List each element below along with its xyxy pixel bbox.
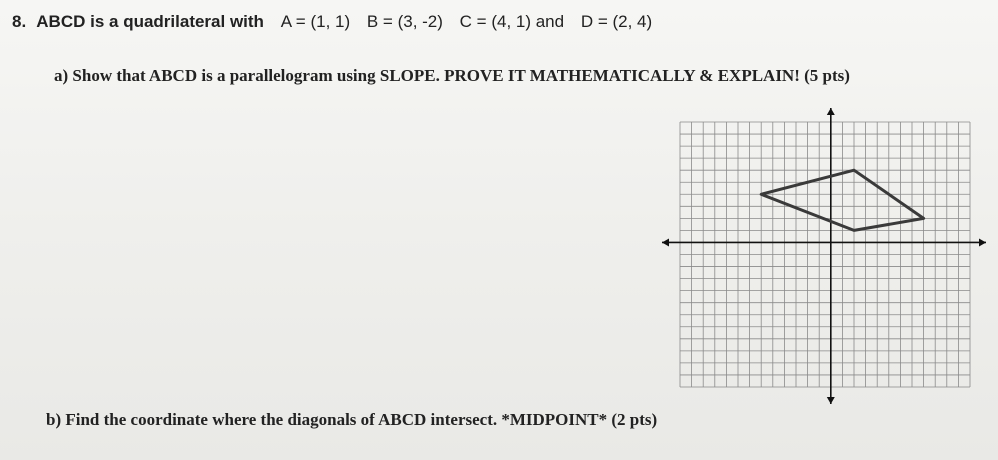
question-header [12, 12, 652, 32]
question-number: 8. [12, 12, 27, 31]
coordinate-grid [660, 104, 990, 414]
coordinate-plane [660, 104, 990, 409]
x-axis-arrow-left [662, 238, 669, 246]
point-a: A = (1, 1) [280, 12, 351, 31]
part-a-prompt: a) Show that ABCD is a parallelogram using SLOPE. PROVE IT MATHEMATICALLY & EXPLAIN! (5 pts) [54, 66, 850, 85]
point-b: B = (3, -2) [366, 12, 443, 31]
question-intro: ABCD is a quadrilateral with [36, 12, 264, 31]
y-axis-arrow-down [827, 397, 835, 404]
y-axis-arrow-up [827, 108, 835, 115]
point-d: D = (2, 4) [580, 12, 653, 31]
part-b-prompt: b) Find the coordinate where the diagonals of ABCD intersect. *MIDPOINT* (2 pts) [46, 410, 658, 429]
axes [662, 108, 986, 404]
x-axis-arrow-right [979, 238, 986, 246]
point-c: C = (4, 1) and [459, 12, 565, 31]
grid-lines [680, 122, 970, 387]
